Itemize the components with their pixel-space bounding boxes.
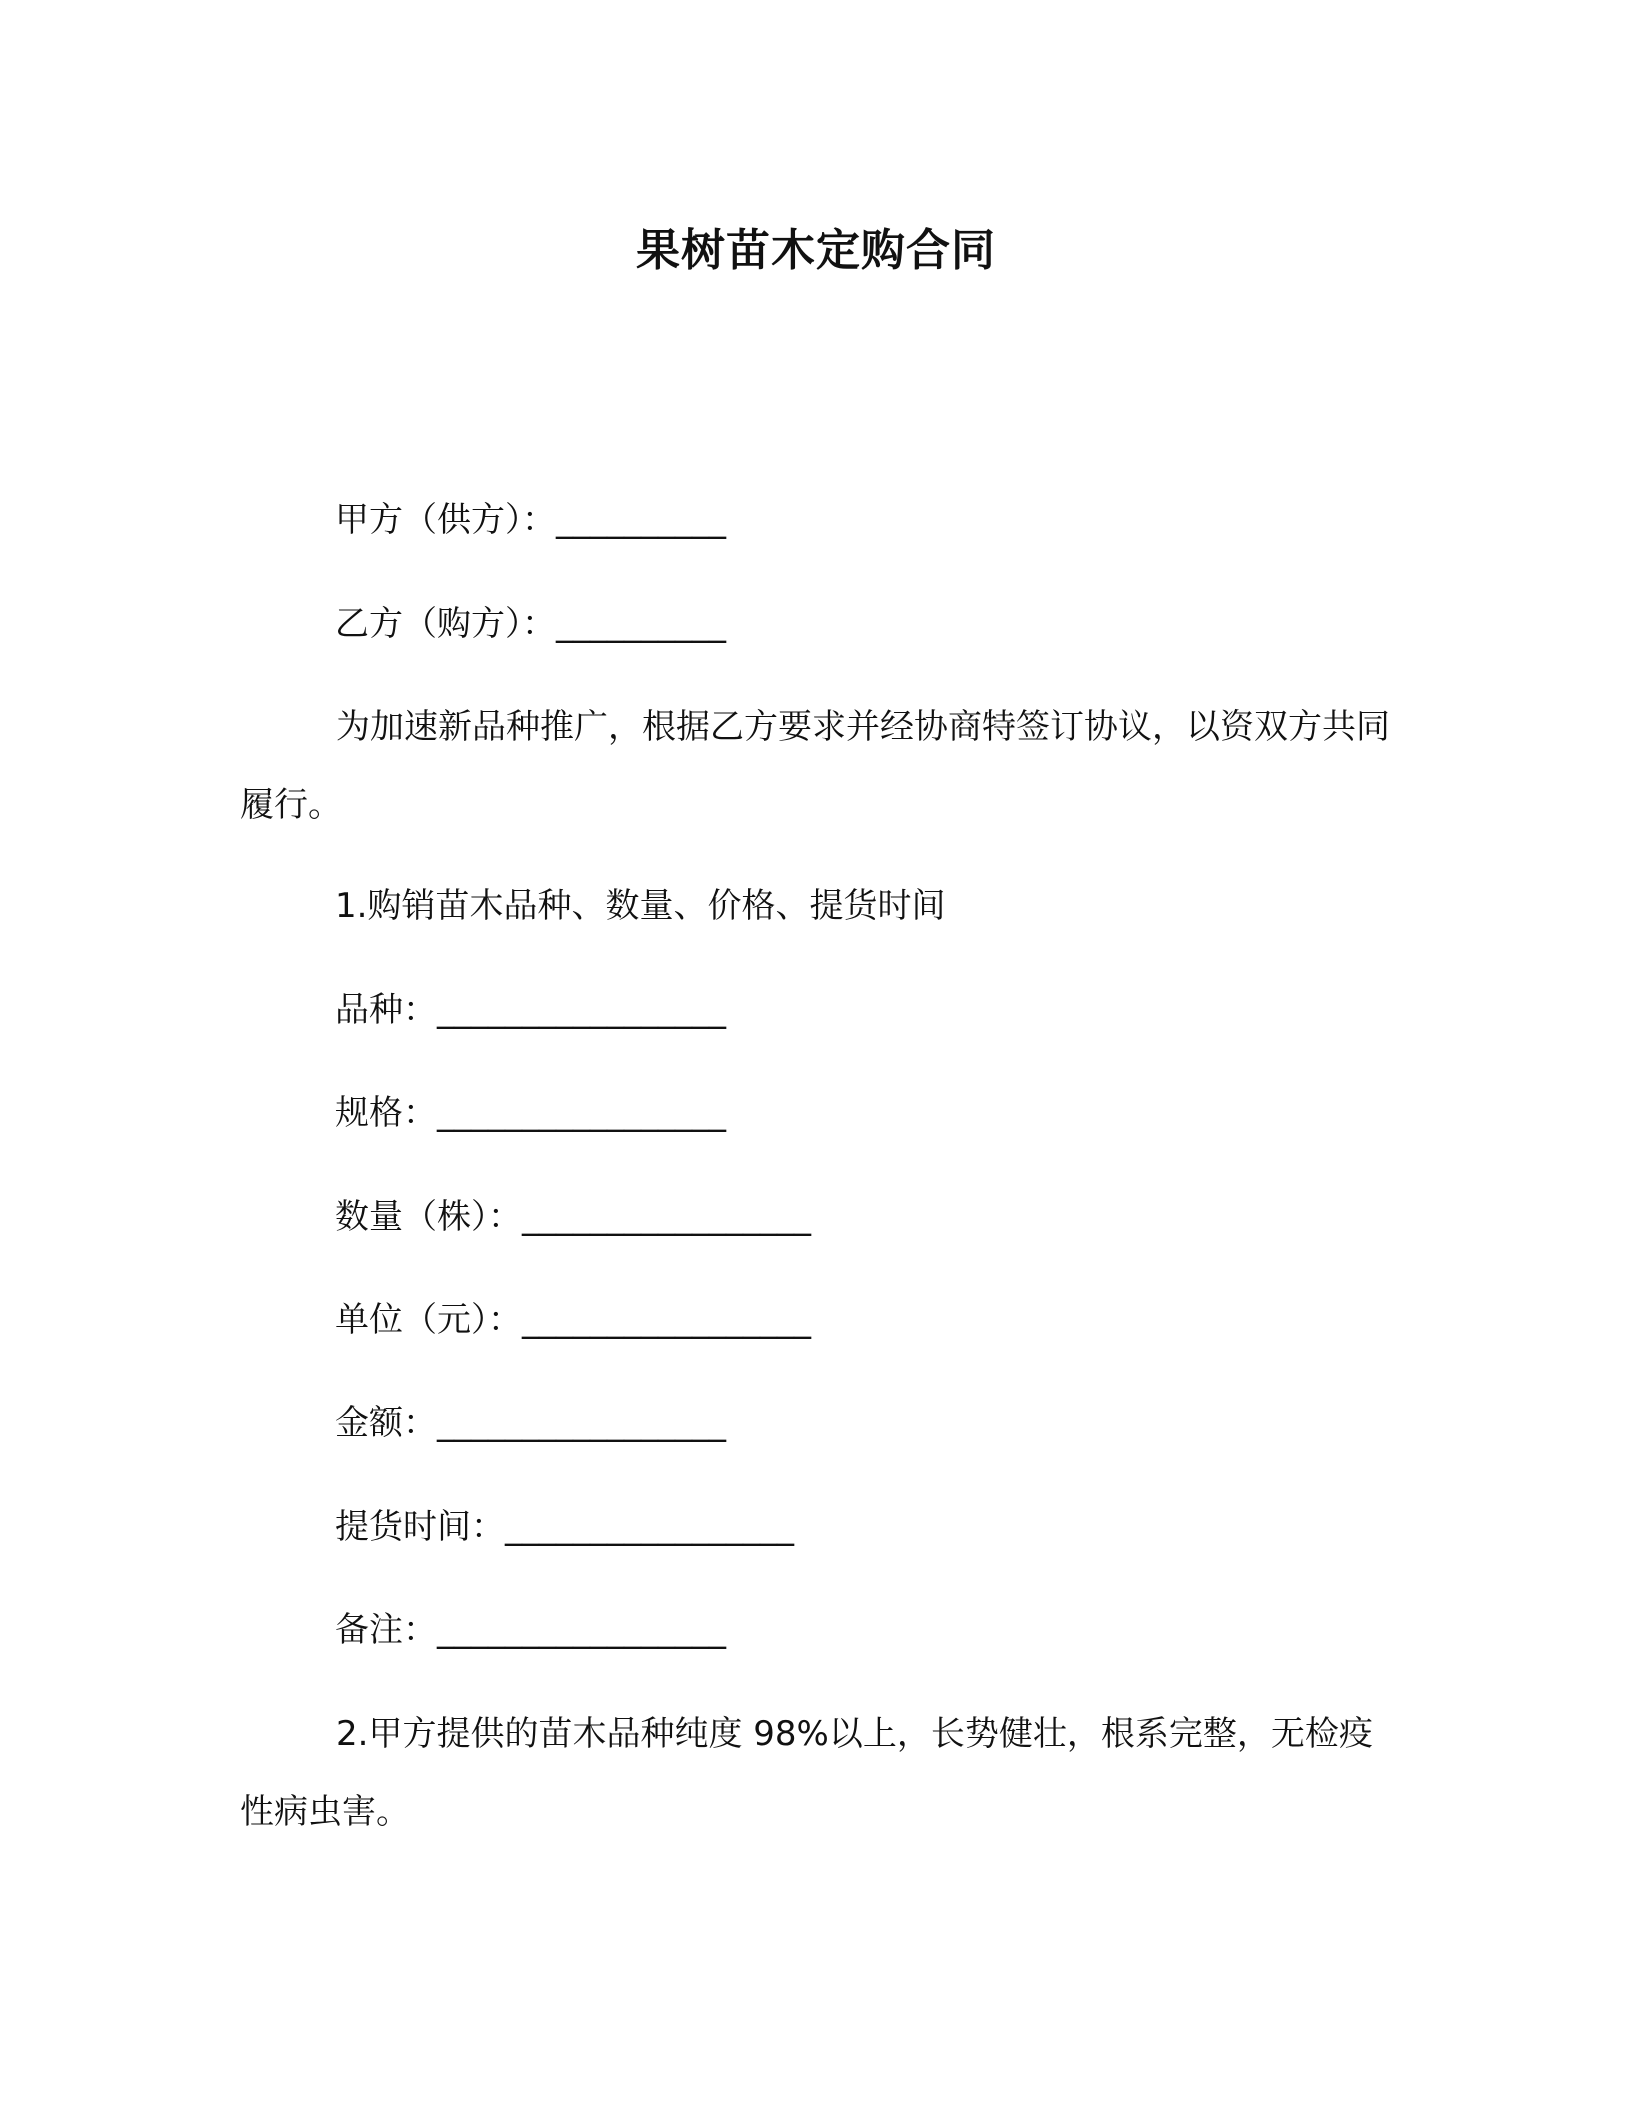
field-remarks: 备注：_________________ [335, 1610, 726, 1650]
section-2-paragraph: 2.甲方提供的苗木品种纯度 98%以上，长势健壮，根系完整，无检疫性病虫害。 [240, 1714, 1373, 1832]
document-title: 果树苗木定购合同 [636, 225, 996, 276]
party-a-line: 甲方（供方）：__________ [335, 500, 726, 540]
party-b-line: 乙方（购方）：__________ [335, 604, 726, 644]
field-quantity: 数量（株）：_________________ [335, 1197, 811, 1237]
field-amount: 金额：_________________ [335, 1403, 726, 1443]
field-pickup-time: 提货时间：_________________ [335, 1507, 794, 1547]
section-1-heading: 1.购销苗木品种、数量、价格、提货时间 [335, 886, 946, 926]
field-unit-price: 单位（元）：_________________ [335, 1300, 811, 1340]
field-variety: 品种：_________________ [335, 990, 726, 1030]
intro-paragraph: 为加速新品种推广，根据乙方要求并经协商特签订协议，以资双方共同履行。 [240, 707, 1390, 825]
field-specification: 规格：_________________ [335, 1093, 726, 1133]
